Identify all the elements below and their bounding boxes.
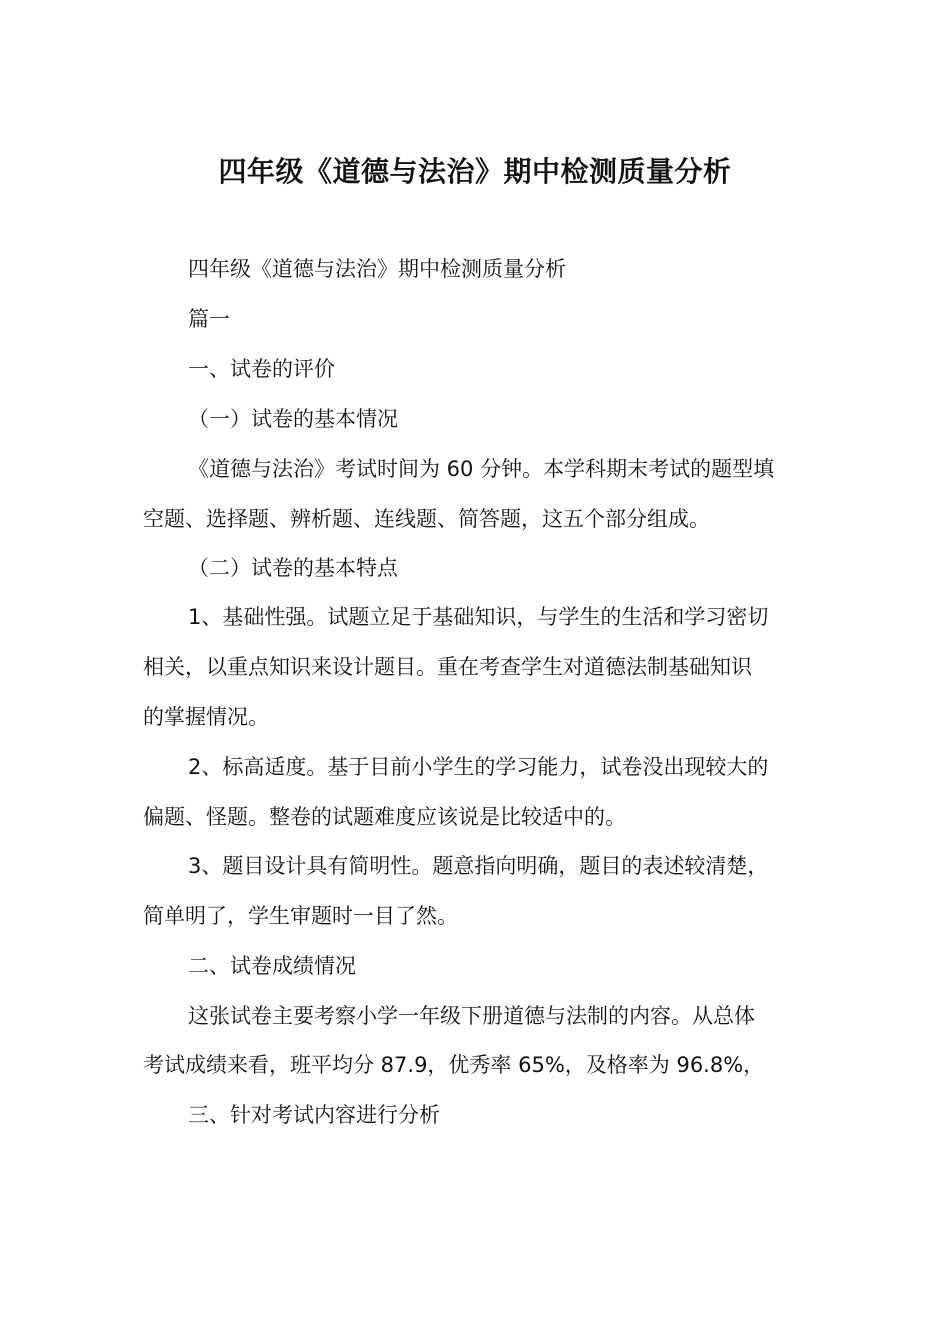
document-title: 四年级《道德与法治》期中检测质量分析 <box>218 155 732 188</box>
subheading-1: （一）试卷的基本情况 <box>188 407 398 431</box>
paragraph-line: 2、标高适度。基于目前小学生的学习能力，试卷没出现较大的 <box>188 755 769 779</box>
paragraph-line: 偏题、怪题。整卷的试题难度应该说是比较适中的。 <box>143 805 626 829</box>
paragraph-line: 相关，以重点知识来设计题目。重在考查学生对道德法制基础知识 <box>143 655 752 679</box>
heading-3: 三、针对考试内容进行分析 <box>188 1103 440 1127</box>
subheading-2: （二）试卷的基本特点 <box>188 556 398 580</box>
section-label: 篇一 <box>188 307 230 331</box>
heading-2: 二、试卷成绩情况 <box>188 954 356 978</box>
paragraph-line: 简单明了，学生审题时一目了然。 <box>143 904 458 928</box>
paragraph-line: 这张试卷主要考察小学一年级下册道德与法制的内容。从总体 <box>188 1004 755 1028</box>
heading-1: 一、试卷的评价 <box>188 357 335 381</box>
paragraph-line: 空题、选择题、辨析题、连线题、简答题，这五个部分组成。 <box>143 507 710 531</box>
paragraph-line: 《道德与法治》考试时间为 60 分钟。本学科期末考试的题型填 <box>188 457 775 481</box>
paragraph-line: 考试成绩来看，班平均分 87.9，优秀率 65%，及格率为 96.8%， <box>143 1053 765 1077</box>
paragraph-line: 3、题目设计具有简明性。题意指向明确，题目的表述较清楚， <box>188 854 769 878</box>
paragraph-line: 的掌握情况。 <box>143 705 269 729</box>
subtitle-line: 四年级《道德与法治》期中检测质量分析 <box>188 257 566 281</box>
paragraph-line: 1、基础性强。试题立足于基础知识，与学生的生活和学习密切 <box>188 605 769 629</box>
